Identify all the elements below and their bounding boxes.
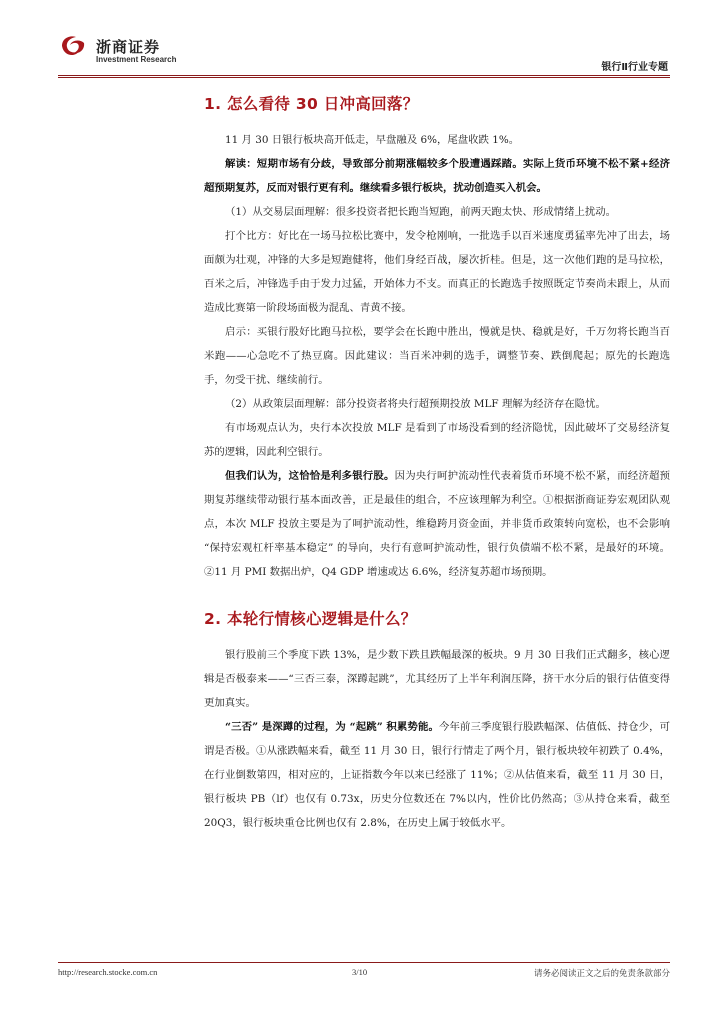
paragraph-mixed (204, 464, 670, 584)
company-name-cn: 浙商证券 (96, 38, 161, 56)
paragraph-mixed (204, 715, 670, 835)
paragraph-rest: 今年前三季度银行股跌幅深、估值低、持仓少，可谓是否极。①从涨跌幅来看，截至 11 月 30 日，银行行情走了两个月，银行板块较年初跌了 0.4%，在行业倒数第四，相对应的，上证指数今年以来已经涨了 11%；②从估值来看，截至 11 月 30 日，银行板块 PB（lf）也仅有 0.73x，历史分位数还在 7%以内，性价比仍然高；③从持仓来看，截至 20Q3，银行板块重仓比例也仅有 2.8%，在历史上属于较低水平。 (204, 721, 671, 829)
header-divider-secondary (58, 77, 670, 78)
section-1-title: 1. 怎么看待 30 日冲高回落？ (204, 95, 419, 113)
page-number: 3/10 (352, 967, 368, 977)
section-2-title: 2. 本轮行情核心逻辑是什么？ (204, 610, 417, 628)
header-divider (58, 75, 670, 76)
footer-disclaimer: 请务必阅读正文之后的免责条款部分 (533, 969, 670, 979)
page-header (0, 0, 724, 80)
footer-divider (58, 962, 670, 963)
paragraph: （1）从交易层面理解：很多投资者把长跑当短跑，前两天跑太快、形成情绪上扰动。 (225, 206, 617, 218)
bold-lead-text: 但我们认为，这恰恰是利多银行股。 (225, 470, 395, 482)
bold-lead-text: 解读：短期市场有分歧，导致部分前期涨幅较多个股遭遇踩踏。实际上货币环境不松不紧+经济超预期复苏，反而对银行更有利。继续看多银行板块，扰动创造买入机会。 (204, 158, 670, 194)
paragraph: 打个比方：好比在一场马拉松比赛中，发令枪刚响，一批选手以百米速度勇猛率先冲了出去，场面颇为壮观，冲锋的大多是短跑健将，他们身经百战，屡次折桂。但是，这一次他们跑的是马拉松，百米之后，冲锋选手由于发力过猛，开始体力不支。而真正的长跑选手按照既定节奏尚未跟上，从而造成比赛第一阶段场面极为混乱、青黄不接。 (204, 230, 670, 314)
paragraph-lead (204, 152, 670, 200)
company-name-en: Investment Research (96, 55, 177, 64)
section-1 (204, 92, 670, 584)
footer-url-link[interactable]: http://research.stocke.com.cn (58, 967, 158, 977)
paragraph: （2）从政策层面理解：部分投资者将央行超预期投放 MLF 理解为经济存在隐忧。 (225, 398, 606, 410)
section-2 (204, 607, 670, 835)
paragraph: 有市场观点认为，央行本次投放 MLF 是看到了市场没看到的经济隐忧，因此破坏了交易经济复苏的逻辑，因此利空银行。 (204, 422, 670, 458)
bold-lead-text: “三否” 是深蹲的过程，为 “起跳” 积累势能。 (225, 721, 439, 733)
paragraph: 启示：买银行股好比跑马拉松，要学会在长跑中胜出，慢就是快、稳就是好，千万勿将长跑当百米跑——心急吃不了热豆腐。因此建议：当百米冲刺的选手，调整节奏、跌倒爬起；原先的长跑选手，勿受干扰、继续前行。 (204, 326, 670, 386)
paragraph-rest: 因为央行呵护流动性代表着货币环境不松不紧，而经济超预期复苏继续带动银行基本面改善，正是最佳的组合，不应该理解为利空。①根据浙商证券宏观团队观点，本次 MLF 投放主要是为了呵护流动性，维稳跨月资金面，并非货币政策转向宽松，也不会影响 “保持宏观杠杆率基本稳定” 的导向，央行有意呵护流动性，银行负债端不松不紧，是最好的环境。②11 月 PMI 数据出炉，Q4 GDP 增速或达 6.6%，经济复苏超市场预期。 (204, 470, 671, 578)
company-logo-icon (58, 33, 88, 59)
paragraph: 银行股前三个季度下跌 13%，是少数下跌且跌幅最深的板块。9 月 30 日我们正式翻多，核心逻辑是否极泰来——“三否三泰，深蹲起跳”，尤其经历了上半年利润压降，挤干水分后的银行估值变得更加真实。 (204, 649, 670, 709)
paragraph: 11 月 30 日银行板块高开低走，早盘融及 6%，尾盘收跌 1%。 (225, 134, 520, 146)
report-type-label: 银行Ⅱ行业专题 (601, 62, 668, 73)
